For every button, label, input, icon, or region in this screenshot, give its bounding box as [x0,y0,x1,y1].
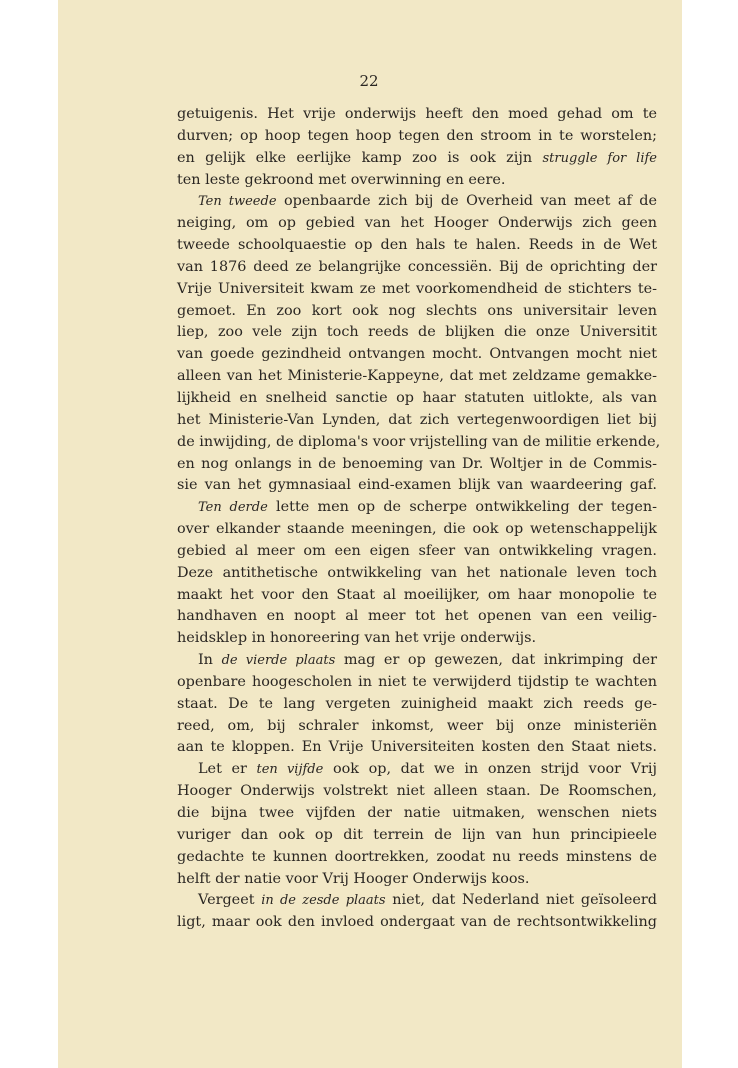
text-line [177,322,657,344]
text-line [177,803,657,825]
text-line [177,191,657,213]
text-run: vuriger dan ook op dit terrein de lijn van hun principieele [177,826,657,843]
text-run: helft der natie voor Vrij Hooger Onderwijs koos. [177,870,530,887]
text-line [177,847,657,869]
body-text [177,104,661,934]
text-run: mag er op gewezen, dat inkrimping der [335,652,657,669]
text-run: Hooger Onderwijs volstrekt niet alleen staan. De Roomschen, [177,783,657,800]
text-line [177,454,657,476]
text-line [177,672,657,694]
text-run: lette men op de scherpe ontwikkeling der tegen- [267,499,657,516]
text-line [177,781,657,803]
text-line [177,344,657,366]
text-run: staat. De te lang vergeten zuinigheid maakt zich reeds ge- [177,695,657,712]
text-line [177,650,657,672]
text-line [177,519,657,541]
text-run: openbaarde zich bij de Overheid van meet af de [276,193,657,210]
text-line [177,737,657,759]
text-line [177,497,657,519]
italic-phrase: Ten derde [198,500,268,516]
italic-phrase: ten vijfde [256,762,324,778]
text-run: aan te kloppen. En Vrije Universiteiten kosten den Staat niets. [177,739,657,756]
text-line [177,410,657,432]
text-line [177,104,657,126]
text-run: over elkander staande meeningen, die ook op wetenschappelijk [177,521,657,538]
text-run: gemoet. En zoo kort ook nog slechts ons universitair leven [177,302,657,319]
italic-phrase: Ten tweede [198,194,277,210]
text-line [177,235,657,257]
text-run: tweede schoolquaestie op den hals te halen. Reeds in de Wet [177,237,657,254]
text-run: lijkheid en snelheid sanctie op haar statuten uitlokte, als van [177,389,657,406]
text-run: en gelijk elke eerlijke kamp zoo is ook zijn [177,149,543,166]
text-line [177,716,657,738]
text-run: gebied al meer om een eigen sfeer van ontwikkeling vragen. [177,542,657,559]
text-line [177,170,657,192]
text-line [177,606,657,628]
text-line [177,213,657,235]
italic-phrase: de vierde plaats [221,653,336,669]
text-line [177,279,657,301]
text-line [177,388,657,410]
page-number: 22 [359,72,379,90]
text-line [177,301,657,323]
text-run: niet, dat Nederland niet geïsoleerd [385,892,657,909]
text-line [177,432,661,454]
text-line [177,869,657,891]
text-run: neiging, om op gebied van het Hooger Onderwijs zich geen [177,215,657,232]
text-run: van goede gezindheid ontvangen mocht. Ontvangen mocht niet [177,346,657,363]
text-line [177,694,657,716]
text-line [177,585,657,607]
text-run: die bijna twee vijfden der natie uitmaken, wenschen niets [177,805,657,821]
text-run: openbare hoogescholen in niet te verwijderd tijdstip te wachten [177,673,657,690]
text-run: In [198,652,222,669]
text-run: van 1876 deed ze belangrijke concessiën. Bij de oprichting der [177,258,657,275]
text-run: liep, zoo vele zijn toch reeds de blijken die onze Universitit [177,324,657,341]
text-run: en nog onlangs in de benoeming van Dr. Woltjer in de Commis- [177,455,657,472]
text-run: Vergeet [198,892,262,909]
text-line [177,257,657,279]
text-run: ligt, maar ook den invloed ondergaat van de rechtsontwikkeling [177,914,657,931]
text-line [177,475,657,497]
text-line [177,541,657,563]
text-run: ook op, dat we in onzen strijd voor Vrij [323,761,657,778]
text-run: heidsklep in honoreering van het vrije onderwijs. [177,630,537,647]
text-run: ten leste gekroond met overwinning en eere. [177,171,506,188]
text-line [177,563,657,585]
text-run: durven; op hoop tegen hoop tegen den stroom in te worstelen; [177,127,657,144]
text-line [177,126,657,148]
text-line [177,912,657,934]
italic-phrase: struggle for life [542,150,657,166]
text-run: reed, om, bij schraler inkomst, weer bij onze ministeriën [177,717,657,734]
text-run: Vrije Universiteit kwam ze met voorkomendheid de stichters te- [177,280,657,297]
text-run: gedachte te kunnen doortrekken, zoodat nu reeds minstens de [177,848,657,865]
text-line [177,148,657,170]
text-run: getuigenis. Het vrije onderwijs heeft den moed gehad om te [177,106,657,122]
text-line [177,366,657,388]
text-line [177,759,657,781]
text-run: Deze antithetische ontwikkeling van het nationale leven toch [177,564,657,581]
text-run: Let er [198,761,257,778]
text-run: alleen van het Ministerie-Kappeyne, dat met zeldzame gemakke- [177,368,657,385]
text-line [177,628,657,650]
text-line [177,825,657,847]
text-run: het Ministerie-Van Lynden, dat zich vertegenwoordigen liet bij [177,411,657,428]
text-run: maakt het voor den Staat al moeilijker, om haar monopolie te [177,586,657,603]
text-run: sie van het gymnasiaal eind-examen blijk van waardeering gaf. [177,477,657,494]
italic-phrase: in de zesde plaats [261,893,386,909]
text-line [177,890,657,912]
text-run: handhaven en noopt al meer tot het openen van een veilig- [177,608,657,625]
text-run: de inwijding, de diploma's voor vrijstelling van de militie erkende, [177,433,661,450]
